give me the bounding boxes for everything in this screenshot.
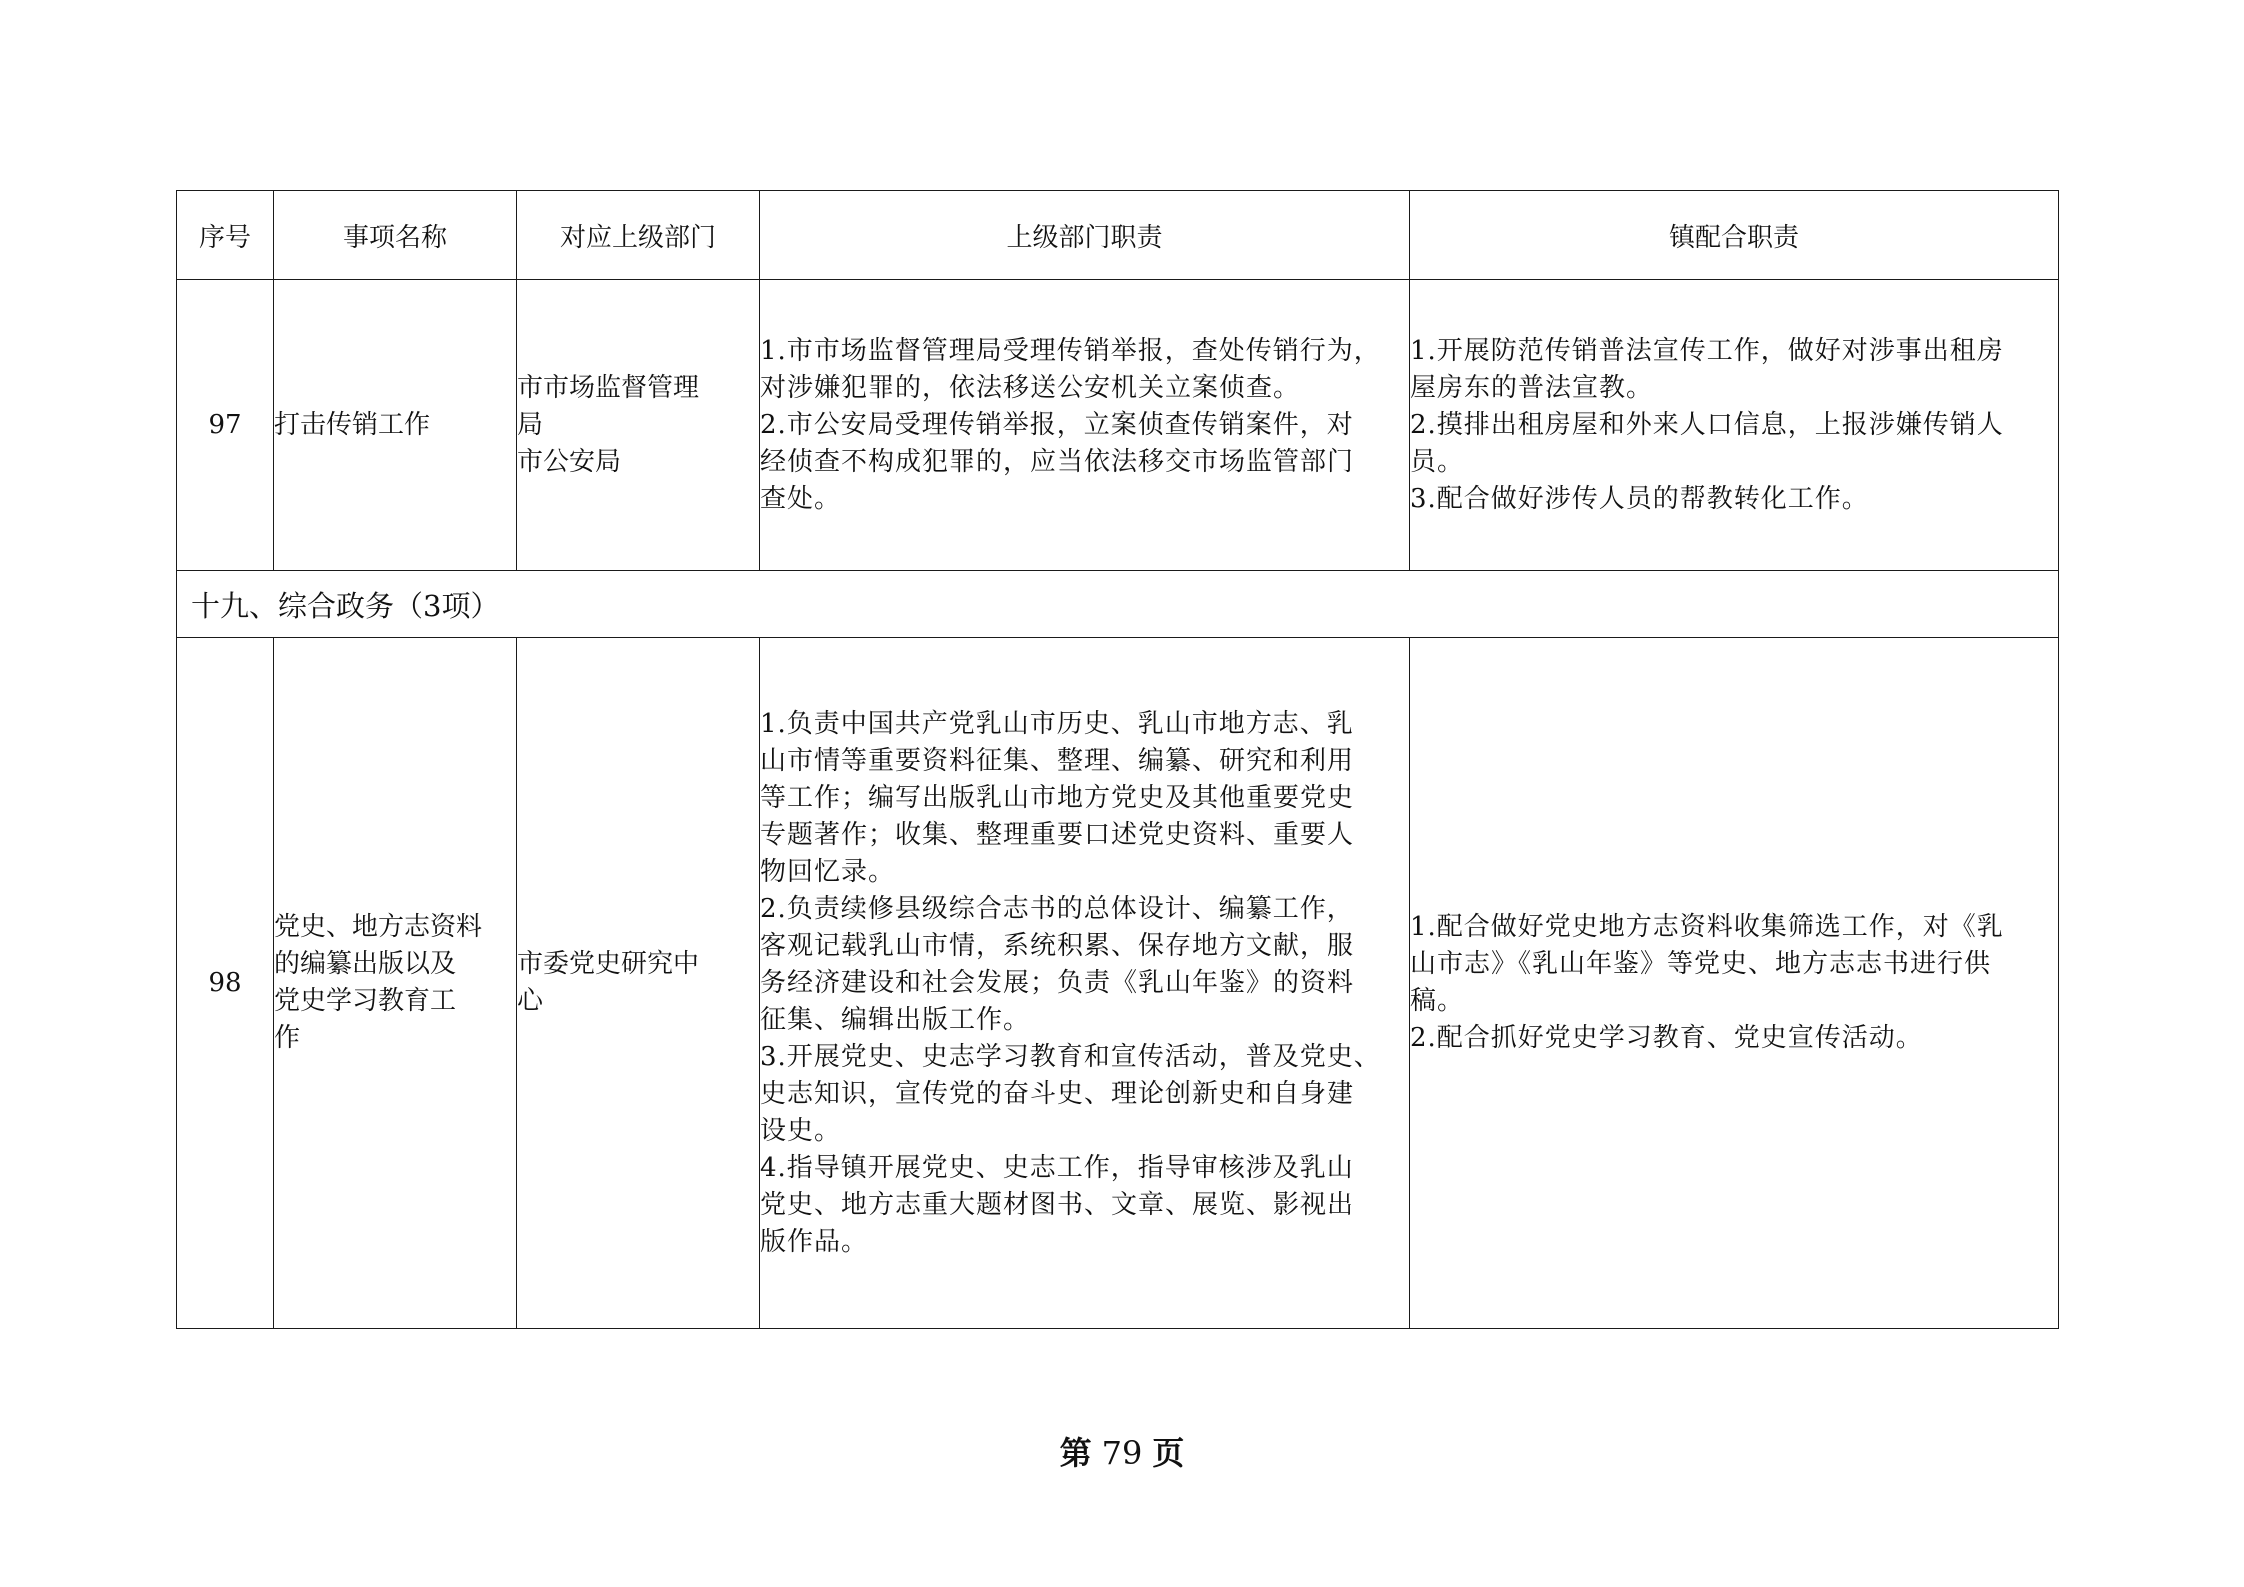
dept-duty: 1.市市场监督管理局受理传销举报，查处传销行为， 对涉嫌犯罪的，依法移送公安机关立案侦查。 2.市公安局受理传销举报，立案侦查传销案件，对 经侦查不构成犯罪的，应当依法移交市场监管部门 查处。 (760, 280, 1410, 571)
row-number: 97 (177, 280, 274, 571)
page-suffix: 页 (1152, 1434, 1185, 1472)
row-number: 98 (177, 638, 274, 1329)
section-row (177, 571, 2059, 638)
header-seq: 序号 (177, 191, 274, 280)
town-duty: 1.配合做好党史地方志资料收集筛选工作，对《乳 山市志》《乳山年鉴》等党史、地方志志书进行供 稿。 2.配合抓好党史学习教育、党史宣传活动。 (1410, 638, 2059, 1329)
header-dept: 对应上级部门 (517, 191, 760, 280)
dept-duty: 1.负责中国共产党乳山市历史、乳山市地方志、乳 山市情等重要资料征集、整理、编纂、研究和利用 等工作；编写出版乳山市地方党史及其他重要党史 专题著作；收集、整理重要口述党史资料、重要人 物回忆录。 2.负责续修县级综合志书的总体设计、编纂工作， 客观记载乳山市情，系统积累、保存地方文献，服 务经济建设和社会发展；负责《乳山年鉴》的资料 征集、编辑出版工作。 3.开展党史、史志学习教育和宣传活动，普及党史、 史志知识，宣传党的奋斗史、理论创新史和自身建 设史。 4.指导镇开展党史、史志工作，指导审核涉及乳山 党史、地方志重大题材图书、文章、展览、影视出 版作品。 (760, 638, 1410, 1329)
item-name: 打击传销工作 (274, 280, 517, 571)
table-row (177, 280, 2059, 571)
page-prefix: 第 (1059, 1434, 1092, 1472)
page-value: 79 (1101, 1434, 1143, 1472)
dept-name: 市委党史研究中 心 (517, 638, 760, 1329)
page-number (0, 1428, 2244, 1474)
header-town-duty: 镇配合职责 (1410, 191, 2059, 280)
header-item-name: 事项名称 (274, 191, 517, 280)
header-row (177, 191, 2059, 280)
town-duty: 1.开展防范传销普法宣传工作，做好对涉事出租房 屋房东的普法宣教。 2.摸排出租房屋和外来人口信息，上报涉嫌传销人 员。 3.配合做好涉传人员的帮教转化工作。 (1410, 280, 2059, 571)
section-title: 十九、综合政务（3项） (177, 571, 2059, 638)
dept-name: 市市场监督管理 局 市公安局 (517, 280, 760, 571)
header-dept-duty: 上级部门职责 (760, 191, 1410, 280)
item-name: 党史、地方志资料 的编纂出版以及 党史学习教育工 作 (274, 638, 517, 1329)
table-row (177, 638, 2059, 1329)
duty-table (176, 190, 2059, 1329)
